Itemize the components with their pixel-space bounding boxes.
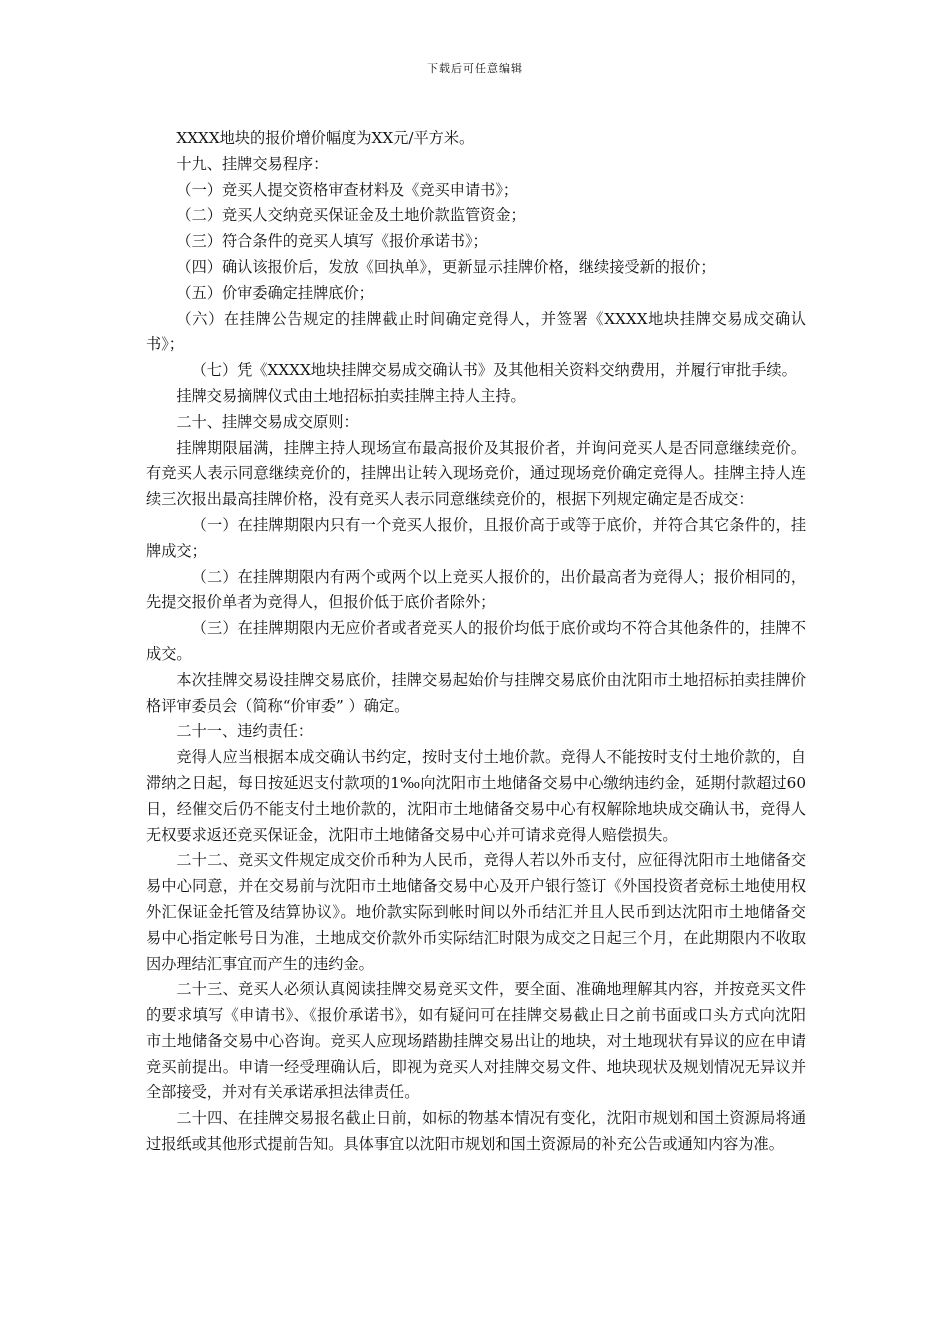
section-heading: 二十一、违约责任： (176, 722, 314, 741)
list-item: （三）在挂牌期限内无应价者或者竞买人的报价均低于底价或均不符合其他条件的，挂牌不成交。 (146, 619, 806, 663)
page-header: 下载后可任意编辑 (427, 62, 523, 75)
paragraph: 竞得人应当根据本成交确认书约定，按时支付土地价款。竞得人不能按时支付土地价款的，自滞纳之日起，每日按延迟支付款项的1‰向沈阳市土地储备交易中心缴纳违约金，延期付款超过60日，经催交后仍不能支付土地价款的，沈阳市土地储备交易中心有权解除地块成交确认书，竞得人无权要求返还竞买保证金，沈阳市土地储备交易中心并可请求竞得人赔偿损失。 (146, 748, 806, 844)
list-item: （七）凭《XXXX地块挂牌交易成交确认书》及其他相关资料交纳费用，并履行审批手续。 (191, 361, 797, 380)
document-body (146, 126, 806, 1158)
paragraph: 二十二、竞买文件规定成交价币种为人民币，竞得人若以外币支付，应征得沈阳市土地储备交易中心同意，并在交易前与沈阳市土地储备交易中心及开户银行签订《外国投资者竞标土地使用权外汇保证金托管及结算协议》。地价款实际到帐时间以外币结汇并且人民币到达沈阳市土地储备交易中心指定帐号日为准，土地成交价款外币实际结汇时限为成交之日起三个月，在此期限内不收取因办理结汇事宜而产生的违约金。 (146, 851, 806, 973)
list-item: （四）确认该报价后，发放《回执单》，更新显示挂牌价格，继续接受新的报价； (176, 257, 716, 276)
section-heading: 二十、挂牌交易成交原则： (176, 412, 359, 431)
paragraph: 挂牌期限届满，挂牌主持人现场宣布最高报价及其报价者，并询问竞买人是否同意继续竞价。有竞买人表示同意继续竞价的，挂牌出让转入现场竞价，通过现场竞价确定竞得人。挂牌主持人连续三次报出最高挂牌价格，没有竞买人表示同意继续竞价的，根据下列规定确定是否成交： (146, 438, 806, 509)
list-item: （二）在挂牌期限内有两个或两个以上竞买人报价的，出价最高者为竞得人；报价相同的，先提交报价单者为竞得人，但报价低于底价者除外； (146, 567, 806, 612)
section-heading: 十九、挂牌交易程序： (176, 154, 329, 173)
list-item: （五）价审委确定挂牌底价； (176, 283, 374, 302)
list-item: （一）竞买人提交资格审查材料及《竞买申请书》； (176, 180, 519, 199)
paragraph: XXXX地块的报价增价幅度为XX元/平方米。 (176, 129, 475, 147)
list-item: （一）在挂牌期限内只有一个竞买人报价，且报价高于或等于底价，并符合其它条件的，挂牌成交； (146, 515, 806, 560)
list-item: （六）在挂牌公告规定的挂牌截止时间确定竞得人，并签署《XXXX地块挂牌交易成交确认书》； (146, 309, 806, 354)
paragraph: 本次挂牌交易设挂牌交易底价，挂牌交易起始价与挂牌交易底价由沈阳市土地招标拍卖挂牌价格评审委员会（简称“价审委” ）确定。 (146, 670, 806, 715)
list-item: （二）竞买人交纳竞买保证金及土地价款监管资金； (176, 206, 526, 225)
list-item: （三）符合条件的竞买人填写《报价承诺书》； (176, 232, 488, 251)
paragraph: 挂牌交易摘牌仪式由土地招标拍卖挂牌主持人主持。 (176, 386, 526, 405)
paragraph: 二十四、在挂牌交易报名截止日前，如标的物基本情况有变化，沈阳市规划和国土资源局将通过报纸或其他形式提前告知。具体事宜以沈阳市规划和国土资源局的补充公告或通知内容为准。 (146, 1109, 806, 1154)
paragraph: 二十三、竞买人必须认真阅读挂牌交易竞买文件，要全面、准确地理解其内容，并按竞买文件的要求填写《申请书》、《报价承诺书》，如有疑问可在挂牌交易截止日之前书面或口头方式向沈阳市土地储备交易中心咨询。竞买人应现场踏勘挂牌交易出让的地块，对土地现状有异议的应在申请竞买前提出。申请一经受理确认后，即视为竞买人对挂牌交易文件、地块现状及规划情况无异议并全部接受，并对有关承诺承担法律责任。 (146, 980, 806, 1102)
